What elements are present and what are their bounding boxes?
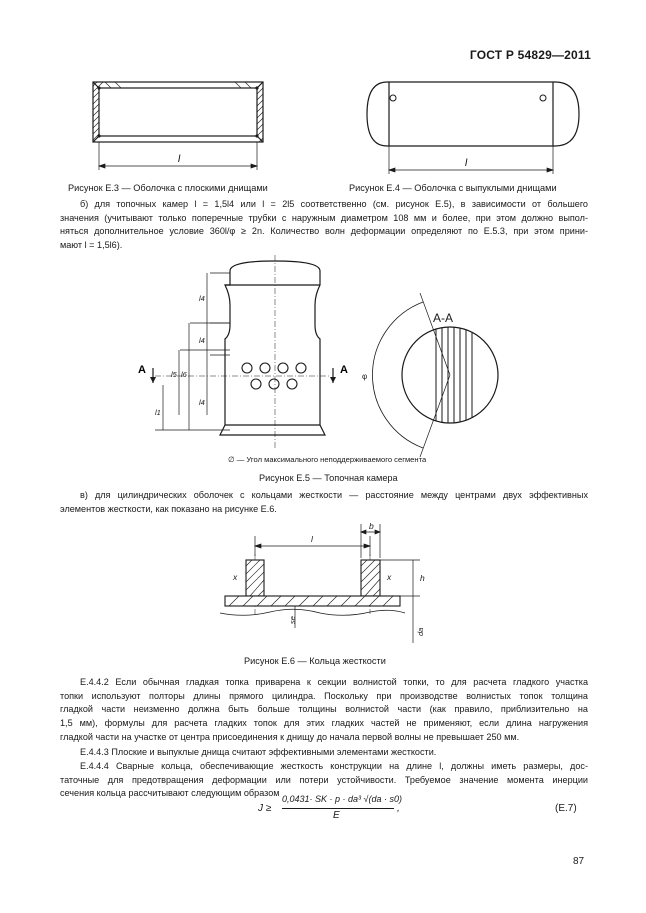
e6-label-h: h [420, 573, 425, 583]
e6-label-x-right: x [387, 572, 392, 582]
e5-dim-l4-bottom: l4 [199, 398, 205, 407]
formula-numerator: 0,0431· SK · p · da³ √(da · s0) [282, 794, 402, 804]
paragraph-e442-line: гладкой части неизменно должна быть больше толщины волнистой части (как правило, приблизительно на [60, 704, 588, 715]
e5-dim-l5: l5 [171, 370, 177, 379]
standard-header: ГОСТ Р 54829—2011 [469, 48, 591, 62]
paragraph-b-line: мают l = 1,5l6). [60, 240, 123, 251]
e5-dim-l4-top: l4 [199, 294, 205, 303]
e6-label-da: da [416, 627, 425, 636]
paragraph-e443: Е.4.4.3 Плоские и выпуклые днища считают эффективными элементами жесткости. [80, 747, 437, 757]
e5-phi-label: φ [362, 372, 368, 381]
e5-cut-label-right: А [340, 364, 348, 376]
formula-number: (Е.7) [555, 803, 577, 814]
figure-e5-drawing [135, 255, 515, 455]
formula-trail: , [397, 803, 400, 814]
e6-label-x-left: x [233, 572, 238, 582]
e5-cut-label-left: А [138, 364, 146, 376]
figure-e4-caption: Рисунок Е.4 — Оболочка с выпуклыми днищами [349, 183, 557, 193]
paragraph-e444-line: таточные для предотвращения деформации или потери устойчивости. Требуемое значение момента инерции [60, 774, 588, 785]
paragraph-e444-line: Е.4.4.4 Сварные кольца, обеспечивающие жесткость конструкции на длине l, должны иметь размеры, дос- [80, 761, 588, 771]
e3-dim-label: l [178, 154, 181, 165]
page-number: 87 [573, 856, 585, 867]
fraction-bar [282, 808, 394, 809]
e6-label-l: l [311, 534, 313, 544]
figure-e3-drawing [85, 78, 275, 178]
paragraph-e442-line: гладкой части на участке от центра присоединения к днищу до начала первой волны не превышает 250 мм. [60, 731, 520, 742]
figure-e6-caption: Рисунок Е.6 — Кольца жесткости [244, 656, 386, 666]
e5-dim-l1: l1 [155, 408, 161, 417]
paragraph-b [60, 198, 588, 253]
formula-lhs: J ≥ [258, 803, 272, 814]
paragraph-b-line: няться дополнительное условие 360l/φ ≥ 2n. Количество волн деформации определяют по Е.5.3, при этом прини- [60, 226, 588, 237]
paragraph-e442-line: топки используют полторы длины прямого цилиндра. Поскольку при производстве волнистых топок толщина [60, 690, 588, 701]
paragraph-v [60, 489, 588, 516]
e5-dim-l4-mid: l4 [199, 336, 205, 345]
figure-e5-caption: Рисунок Е.5 — Топочная камера [259, 473, 398, 483]
e6-label-b: b [369, 521, 374, 531]
paragraph-e442-line: Е.4.4.2 Если обычная гладкая топка приварена к секции волнистой топки, то для расчета гладкого участка [80, 677, 588, 687]
paragraph-b-line: значения (учитывают только поперечные трубки с наружным диаметром 108 мм и более, при этом должно выпол- [60, 212, 588, 223]
e5-dim-l6: l6 [181, 370, 187, 379]
paragraph-v-line: в) для цилиндрических оболочек с кольцами жесткости — расстояние между центрами двух эффективных [80, 490, 588, 500]
formula-denominator: E [333, 810, 340, 821]
paragraph-e442-line: 1,5 мм), формулы для расчета гладких топок для этих гладких частей не применяют, если длина нагружения [60, 718, 588, 729]
figure-e4-drawing [365, 78, 585, 178]
e4-dim-label: l [465, 158, 468, 169]
e5-section-label: А-А [433, 311, 454, 325]
figure-e5-note: ∅ — Угол максимального неподдерживаемого сегмента [228, 455, 427, 464]
figure-e3-caption: Рисунок Е.3 — Оболочка с плоскими днищами [68, 183, 268, 193]
paragraph-v-line: элементов жесткости, как показано на рисунке Е.6. [60, 503, 277, 514]
e6-label-se: se [288, 616, 297, 624]
paragraph-e444-line: сечения кольца рассчитывают следующим образом [60, 788, 280, 799]
paragraph-b-line: б) для топочных камер l = 1,5l4 или l = 2l5 соответственно (см. рисунок Е.5), в зависимости от большего [80, 199, 588, 209]
paragraph-e442 [60, 676, 588, 745]
figure-e6-drawing [215, 518, 435, 648]
